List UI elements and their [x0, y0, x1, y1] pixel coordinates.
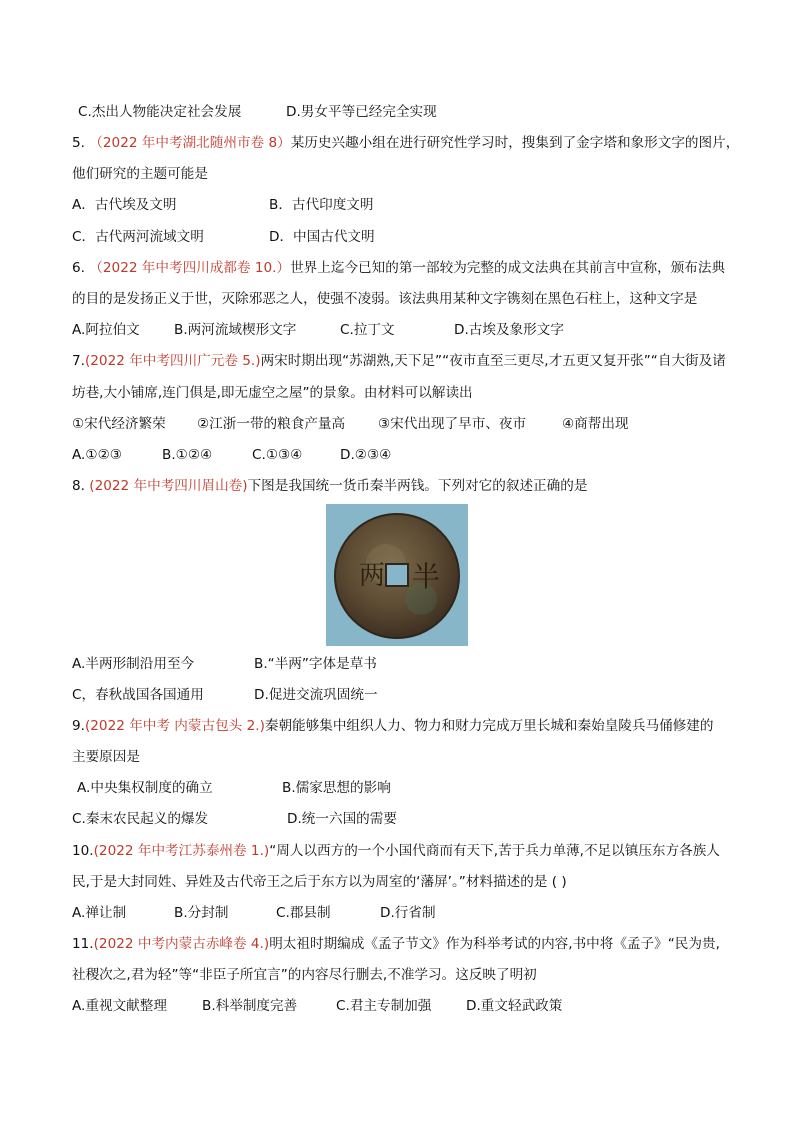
option-c: C.杰出人物能决定社会发展 — [78, 104, 242, 120]
option-a: A.阿拉伯文 — [72, 322, 140, 338]
question-7: 7.(2022 年中考四川广元卷 5.)两宋时期出现“苏湖熟,天下足”“夜市直至三更尽,才五更又复开张”“自大街及诸 — [72, 353, 726, 369]
source-tag: (2022 年中考 内蒙古包头 2.) — [84, 718, 265, 734]
option-d: D.促进交流巩固统一 — [254, 687, 378, 703]
question-7-cont: 坊巷,大小铺席,连门俱是,即无虚空之屋”的景象。由材料可以解读出 — [72, 385, 473, 401]
option-c: C．古代两河流域文明 — [72, 229, 204, 245]
option-a: A.禅让制 — [72, 905, 127, 921]
option-c: C.郡县制 — [276, 905, 331, 921]
item-4: ④商帮出现 — [562, 416, 629, 432]
option-d: D.男女平等已经完全实现 — [286, 104, 437, 120]
option-b: B．古代印度文明 — [269, 197, 374, 213]
question-6-cont: 的目的是发扬正义于世，灭除邪恶之人，使强不凌弱。该法典用某种文字镌刻在黑色石柱上，这种文字是 — [72, 291, 698, 307]
option-b: B.两河流域楔形文字 — [174, 322, 297, 338]
source-tag: (2022 年中考江苏泰州卷 1.) — [93, 843, 270, 859]
coin-char-right: 半 — [412, 560, 441, 593]
option-b: B.分封制 — [174, 905, 229, 921]
coin-image — [326, 504, 468, 646]
coin-char-left: 两 — [359, 561, 386, 591]
item-3: ③宋代出现了早市、夜市 — [378, 416, 527, 432]
option-a: A．古代埃及文明 — [72, 197, 177, 213]
option-d: D．中国古代文明 — [269, 229, 375, 245]
option-c: C.君主专制加强 — [336, 998, 432, 1014]
option-d: D.古埃及象形文字 — [454, 322, 564, 338]
option-b: B.“半两”字体是草书 — [254, 656, 377, 672]
item-2: ②江浙一带的粮食产量高 — [197, 416, 346, 432]
option-c: C.秦末农民起义的爆发 — [72, 811, 209, 827]
source-tag: （2022 年中考湖北随州市卷 8） — [89, 135, 291, 151]
option-d: D.②③④ — [340, 447, 392, 463]
option-a: A.半两形制沿用至今 — [72, 656, 195, 672]
option-a: A.中央集权制度的确立 — [77, 780, 213, 796]
option-d: D.统一六国的需要 — [287, 811, 397, 827]
option-b: B.①②④ — [162, 447, 213, 463]
item-1: ①宋代经济繁荣 — [72, 416, 166, 432]
source-tag: (2022 年中考四川广元卷 5.) — [84, 353, 261, 369]
option-b: B.科举制度完善 — [202, 998, 298, 1014]
source-tag: (2022 中考内蒙古赤峰卷 4.) — [93, 936, 270, 952]
option-c: C.①③④ — [252, 447, 303, 463]
source-tag: (2022 年中考四川眉山卷) — [89, 478, 248, 494]
question-10: 10.(2022 年中考江苏泰州卷 1.)“周人以西方的一个小国代商而有天下,苦于兵力单薄,不足以镇压东方各族人 — [72, 843, 720, 859]
option-a: A.①②③ — [72, 447, 122, 463]
option-d: D.行省制 — [380, 905, 436, 921]
option-a: A.重视文献整理 — [72, 998, 167, 1014]
question-8: 8. (2022 年中考四川眉山卷)下图是我国统一货币秦半两钱。下列对它的叙述正确的是 — [72, 478, 588, 494]
option-c: C.拉丁文 — [340, 322, 395, 338]
question-11-cont: 社稷次之,君为轻”等“非臣子所宜言”的内容尽行删去,不准学习。这反映了明初 — [72, 967, 537, 983]
question-6: 6. （2022 年中考四川成都卷 10.）世界上迄今已知的第一部较为完整的成文法典在其前言中宣称，颁布法典 — [72, 260, 726, 276]
question-9-cont: 主要原因是 — [72, 749, 140, 765]
question-11: 11.(2022 中考内蒙古赤峰卷 4.)明太祖时期编成《孟子节文》作为科举考试的内容,书中将《孟子》“民为贵, — [72, 936, 720, 952]
banliang-coin-icon — [326, 504, 468, 646]
question-5: 5. （2022 年中考湖北随州市卷 8）某历史兴趣小组在进行研究性学习时，搜集到了金字塔和象形文字的图片， — [72, 135, 740, 151]
option-d: D.重文轻武政策 — [466, 998, 563, 1014]
source-tag: （2022 年中考四川成都卷 10.） — [89, 260, 291, 276]
question-5-cont: 他们研究的主题可能是 — [72, 166, 208, 182]
question-9: 9.(2022 年中考 内蒙古包头 2.)秦朝能够集中组织人力、物力和财力完成万里长城和秦始皇陵兵马俑修建的 — [72, 718, 714, 734]
option-b: B.儒家思想的影响 — [282, 780, 391, 796]
question-10-cont: 民,于是大封同姓、异姓及古代帝王之后于东方以为周室的‘藩屏’。”材料描述的是 ( ) — [72, 874, 567, 890]
option-c: C，春秋战国各国通用 — [72, 687, 204, 703]
